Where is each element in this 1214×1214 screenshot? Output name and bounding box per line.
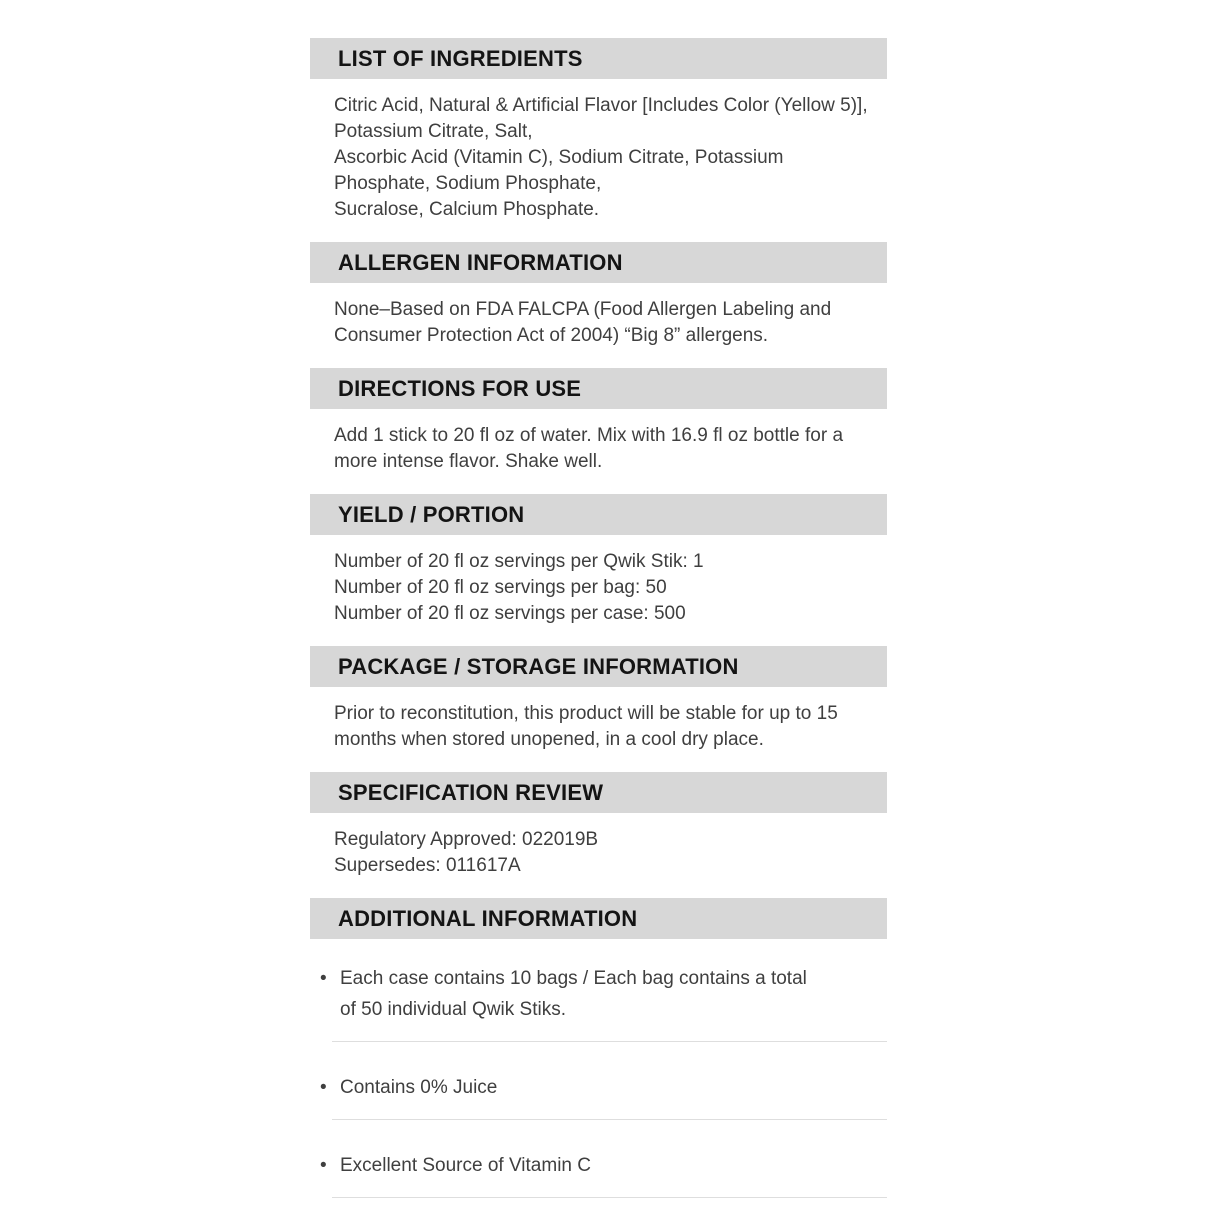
section-body-ingredients — [310, 93, 887, 223]
text-line: Add 1 stick to 20 fl oz of water. Mix with 16.9 fl oz bottle for a — [334, 425, 844, 446]
text-line: Number of 20 fl oz servings per bag: 50 — [334, 577, 667, 598]
section-yield-portion — [310, 494, 887, 627]
section-header-yield-portion — [310, 494, 887, 535]
section-package-storage — [310, 646, 887, 753]
text-line: Supersedes: 011617A — [334, 855, 521, 876]
section-title: PACKAGE / STORAGE INFORMATION — [338, 653, 739, 679]
section-title: LIST OF INGREDIENTS — [338, 45, 583, 71]
section-title: ALLERGEN INFORMATION — [338, 249, 623, 275]
text-line: Phosphate, Sodium Phosphate, — [334, 173, 602, 194]
bullet-text — [340, 1072, 497, 1103]
divider — [332, 1197, 887, 1198]
section-body-directions — [310, 423, 887, 475]
text-line: Consumer Protection Act of 2004) “Big 8” allergens. — [334, 325, 769, 346]
section-specification-review — [310, 772, 887, 879]
bullet-text — [340, 1150, 591, 1181]
section-body-specification-review — [310, 827, 887, 879]
section-title: YIELD / PORTION — [338, 501, 525, 527]
text-line: more intense flavor. Shake well. — [334, 451, 603, 472]
section-ingredients — [310, 38, 887, 223]
product-spec-sheet — [310, 0, 887, 1198]
section-body-package-storage — [310, 701, 887, 753]
text-line: Each case contains 10 bags / Each bag contains a total — [340, 968, 807, 989]
text-line: Contains 0% Juice — [340, 1077, 498, 1098]
section-directions — [310, 368, 887, 475]
bullet-icon — [320, 1072, 340, 1103]
section-header-additional — [310, 898, 887, 939]
section-body-allergen — [310, 297, 887, 349]
section-header-specification-review — [310, 772, 887, 813]
bullet-item — [320, 963, 887, 1025]
text-line: of 50 individual Qwik Stiks. — [340, 999, 566, 1020]
sections-container — [310, 38, 887, 1198]
bullet-item — [320, 1150, 887, 1181]
section-body-additional — [310, 963, 887, 1198]
text-line: Potassium Citrate, Salt, — [334, 121, 533, 142]
divider — [332, 1041, 887, 1042]
section-header-directions — [310, 368, 887, 409]
text-line: Number of 20 fl oz servings per Qwik Stik: 1 — [334, 551, 704, 572]
text-line: Ascorbic Acid (Vitamin C), Sodium Citrate, Potassium — [334, 147, 784, 168]
bullet-text — [340, 963, 807, 1025]
text-line: Excellent Source of Vitamin C — [340, 1155, 591, 1176]
text-line: Citric Acid, Natural & Artificial Flavor [Includes Color (Yellow 5)], — [334, 95, 868, 116]
section-body-yield-portion — [310, 549, 887, 627]
text-line: Prior to reconstitution, this product will be stable for up to 15 — [334, 703, 838, 724]
text-line: Regulatory Approved: 022019B — [334, 829, 599, 850]
text-line: None–Based on FDA FALCPA (Food Allergen Labeling and — [334, 299, 832, 320]
bullet-item — [320, 1072, 887, 1103]
section-header-package-storage — [310, 646, 887, 687]
text-line: Sucralose, Calcium Phosphate. — [334, 199, 600, 220]
text-line: months when stored unopened, in a cool dry place. — [334, 729, 764, 750]
text-line: Number of 20 fl oz servings per case: 500 — [334, 603, 686, 624]
section-title: ADDITIONAL INFORMATION — [338, 905, 638, 931]
section-title: DIRECTIONS FOR USE — [338, 375, 582, 401]
section-additional — [310, 898, 887, 1198]
bullet-icon — [320, 963, 340, 1025]
section-title: SPECIFICATION REVIEW — [338, 779, 604, 805]
section-header-allergen — [310, 242, 887, 283]
section-allergen — [310, 242, 887, 349]
section-header-ingredients — [310, 38, 887, 79]
divider — [332, 1119, 887, 1120]
bullet-icon — [320, 1150, 340, 1181]
